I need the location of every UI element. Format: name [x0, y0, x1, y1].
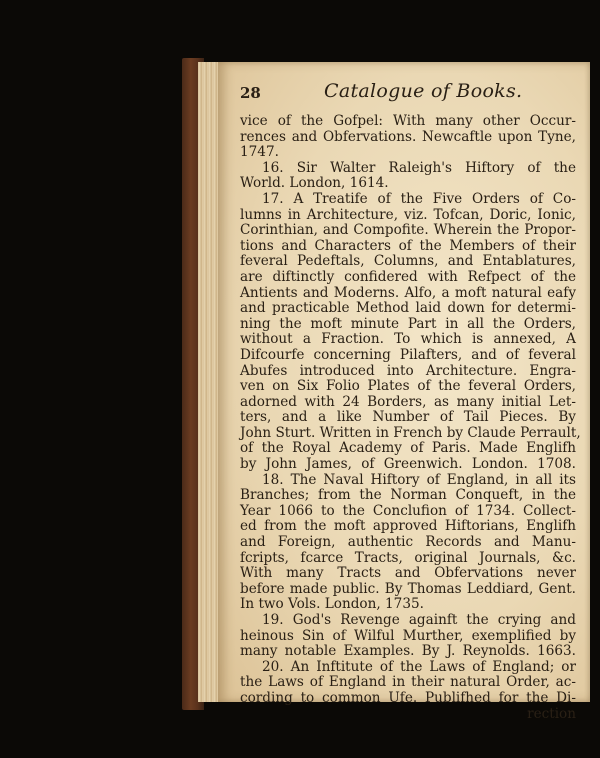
page-number: 28 — [240, 84, 261, 102]
text-line: Antients and Moderns. Alfo, a moft natural eafy — [240, 284, 576, 301]
text-line: and Foreign, authentic Records and Manu- — [240, 534, 576, 551]
text-line: vice of the Gofpel: With many other Occur- — [240, 113, 576, 129]
text-line: the Laws of England in their natural Order, ac- — [240, 674, 576, 691]
text-line: In two Vols. London, 1735. — [240, 596, 424, 613]
text-line: lumns in Architecture, viz. Tofcan, Doric, Ionic, — [240, 206, 576, 223]
running-head — [240, 80, 576, 110]
text-line: World. London, 1614. — [240, 175, 389, 192]
text-line: heinous Sin of Wilful Murther, exemplified by — [240, 627, 576, 644]
book-page — [218, 62, 590, 722]
text-line: feveral Pedeftals, Columns, and Entablatures, — [240, 253, 576, 270]
text-line: cording to common Ufe. Publifhed for the Di- — [240, 689, 576, 706]
text-line: ed from the moft approved Hiftorians, Englifh — [240, 518, 576, 535]
text-line: Branches; from the Norman Conqueft, in the — [240, 487, 576, 504]
text-line: ning the moft minute Part in all the Orders, — [240, 315, 576, 332]
text-line: and practicable Method laid down for determi- — [240, 300, 576, 317]
page-title: Catalogue of Books. — [324, 80, 523, 102]
text-line: Abufes introduced into Architecture. Engra- — [240, 362, 576, 379]
text-line: many notable Examples. By J. Reynolds. 1663. — [240, 643, 576, 660]
text-line: 20. An Inftitute of the Laws of England; or — [262, 658, 576, 675]
text-line: John Sturt. Written in French by Claude Perrault, — [240, 424, 581, 441]
text-line: tions and Characters of the Members of their — [240, 237, 576, 254]
catalogue-entries — [240, 113, 581, 722]
text-line: are diftinctly confidered with Refpect of the — [240, 268, 576, 285]
text-line: Corinthian, and Compofite. Wherein the Propor- — [240, 222, 576, 239]
text-line: ters, and a like Number of Tail Pieces. By — [240, 409, 576, 426]
text-line: ven on Six Folio Plates of the feveral Orders, — [240, 378, 576, 395]
text-line: 17. A Treatife of the Five Orders of Co- — [262, 190, 576, 207]
page-text-block — [240, 80, 581, 722]
text-line: without a Fraction. To which is annexed, A — [240, 331, 576, 348]
text-line: With many Tracts and Obfervations never — [240, 565, 576, 582]
text-line: 19. God's Revenge againft the crying and — [262, 612, 576, 628]
text-line: 1747. — [240, 144, 279, 161]
text-line: adorned with 24 Borders, as many initial Let- — [240, 393, 576, 410]
text-line: 18. The Naval Hiftory of England, in all its — [262, 471, 576, 488]
text-line: rences and Obfervations. Newcaftle upon Tyne, — [240, 128, 576, 145]
text-line: rection — [527, 705, 576, 722]
text-line: of the Royal Academy of Paris. Made Englifh — [240, 440, 576, 457]
text-line: 16. Sir Walter Raleigh's Hiftory of the — [262, 159, 576, 176]
text-line: Year 1066 to the Conclufion of 1734. Collect- — [240, 502, 576, 519]
text-line: before made public. By Thomas Leddiard, Gent. — [240, 580, 576, 597]
text-line: Difcourfe concerning Pilafters, and of feveral — [240, 346, 576, 363]
text-line: by John James, of Greenwich. London. 1708. — [240, 456, 576, 473]
text-line: fcripts, fcarce Tracts, original Journals, &c. — [240, 549, 576, 566]
